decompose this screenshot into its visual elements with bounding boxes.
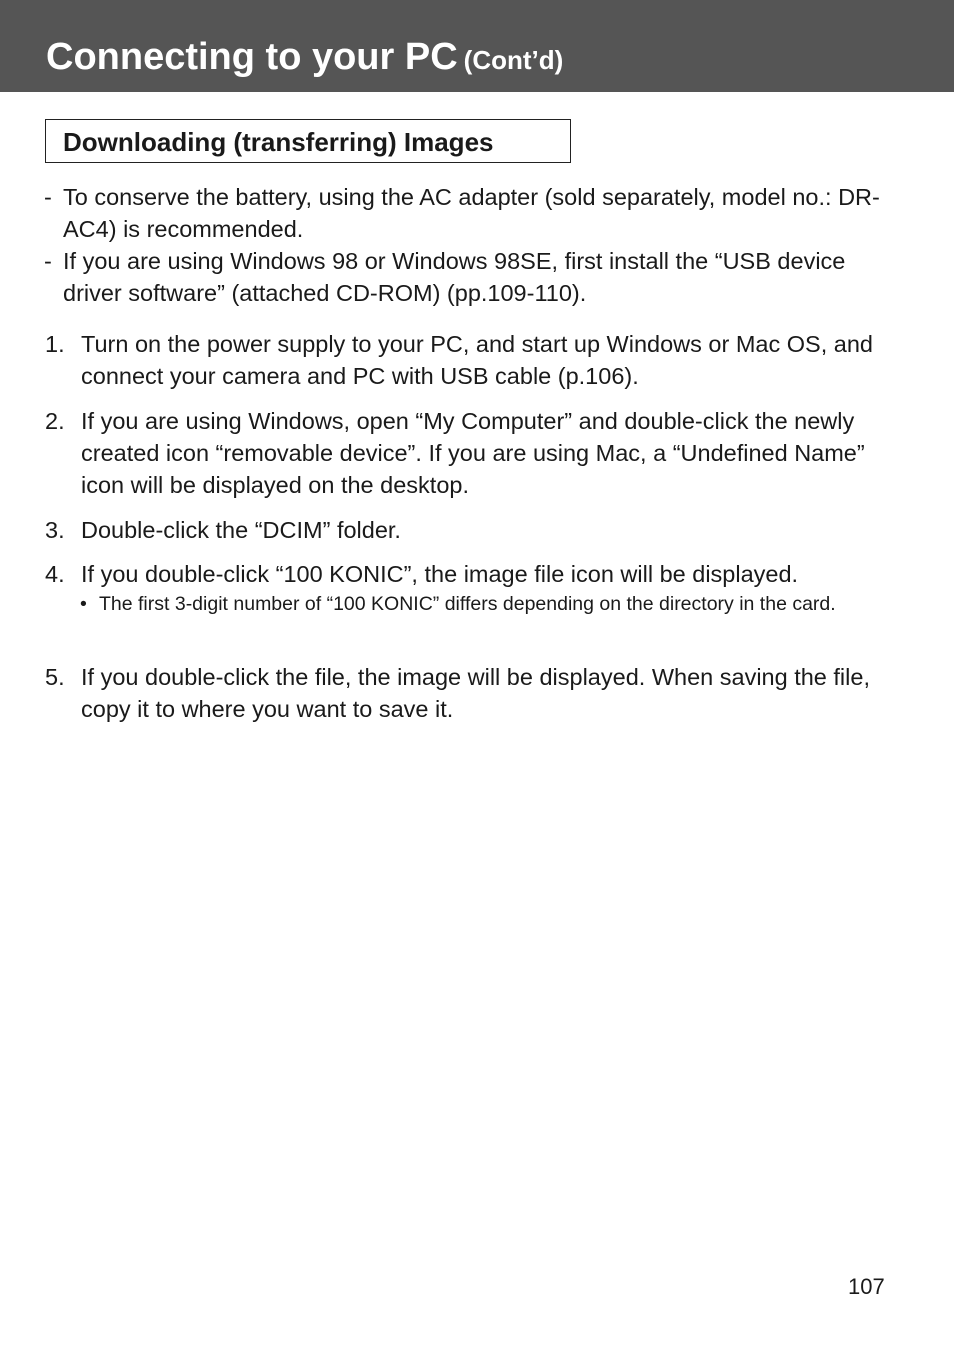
section-heading: Downloading (transferring) Images [63,127,494,157]
bullet-mark: • [80,593,87,615]
section-heading-box [45,119,571,163]
page-number: 107 [848,1274,885,1299]
page-title-text: Connecting to your PC [46,36,458,78]
note-text: If you are using Windows 98 or Windows 98SE, first install the “USB device driver software” (attached CD-ROM) (pp.109-110). [63,248,846,306]
note-text: To conserve the battery, using the AC adapter (sold separately, model no.: DR-AC4) is recommended. [63,184,880,242]
note-dash: - [44,184,52,210]
step-number: 4. [45,561,65,587]
step-number: 1. [45,331,65,357]
step-text: Double-click the “DCIM” folder. [81,517,401,543]
step-number: 2. [45,408,65,434]
page-header [0,0,954,92]
step-number: 3. [45,517,65,543]
step-text: If you double-click the file, the image will be displayed. When saving the file, copy it to where you want to save it. [81,664,870,722]
step-number: 5. [45,664,65,690]
bullet-text: The first 3-digit number of “100 KONIC” differs depending on the directory in the card. [99,593,836,615]
note-dash: - [44,248,52,274]
step-text: If you are using Windows, open “My Computer” and double-click the newly created icon “removable device”. If you are using Mac, a “Undefined Name” icon will be displayed on the desktop. [81,408,865,498]
step-text: Turn on the power supply to your PC, and start up Windows or Mac OS, and connect your camera and PC with USB cable (p.106). [81,331,873,389]
page-title-continued: (Cont’d) [463,45,564,75]
step-text: If you double-click “100 KONIC”, the image file icon will be displayed. [81,561,799,587]
page-title [46,32,563,85]
